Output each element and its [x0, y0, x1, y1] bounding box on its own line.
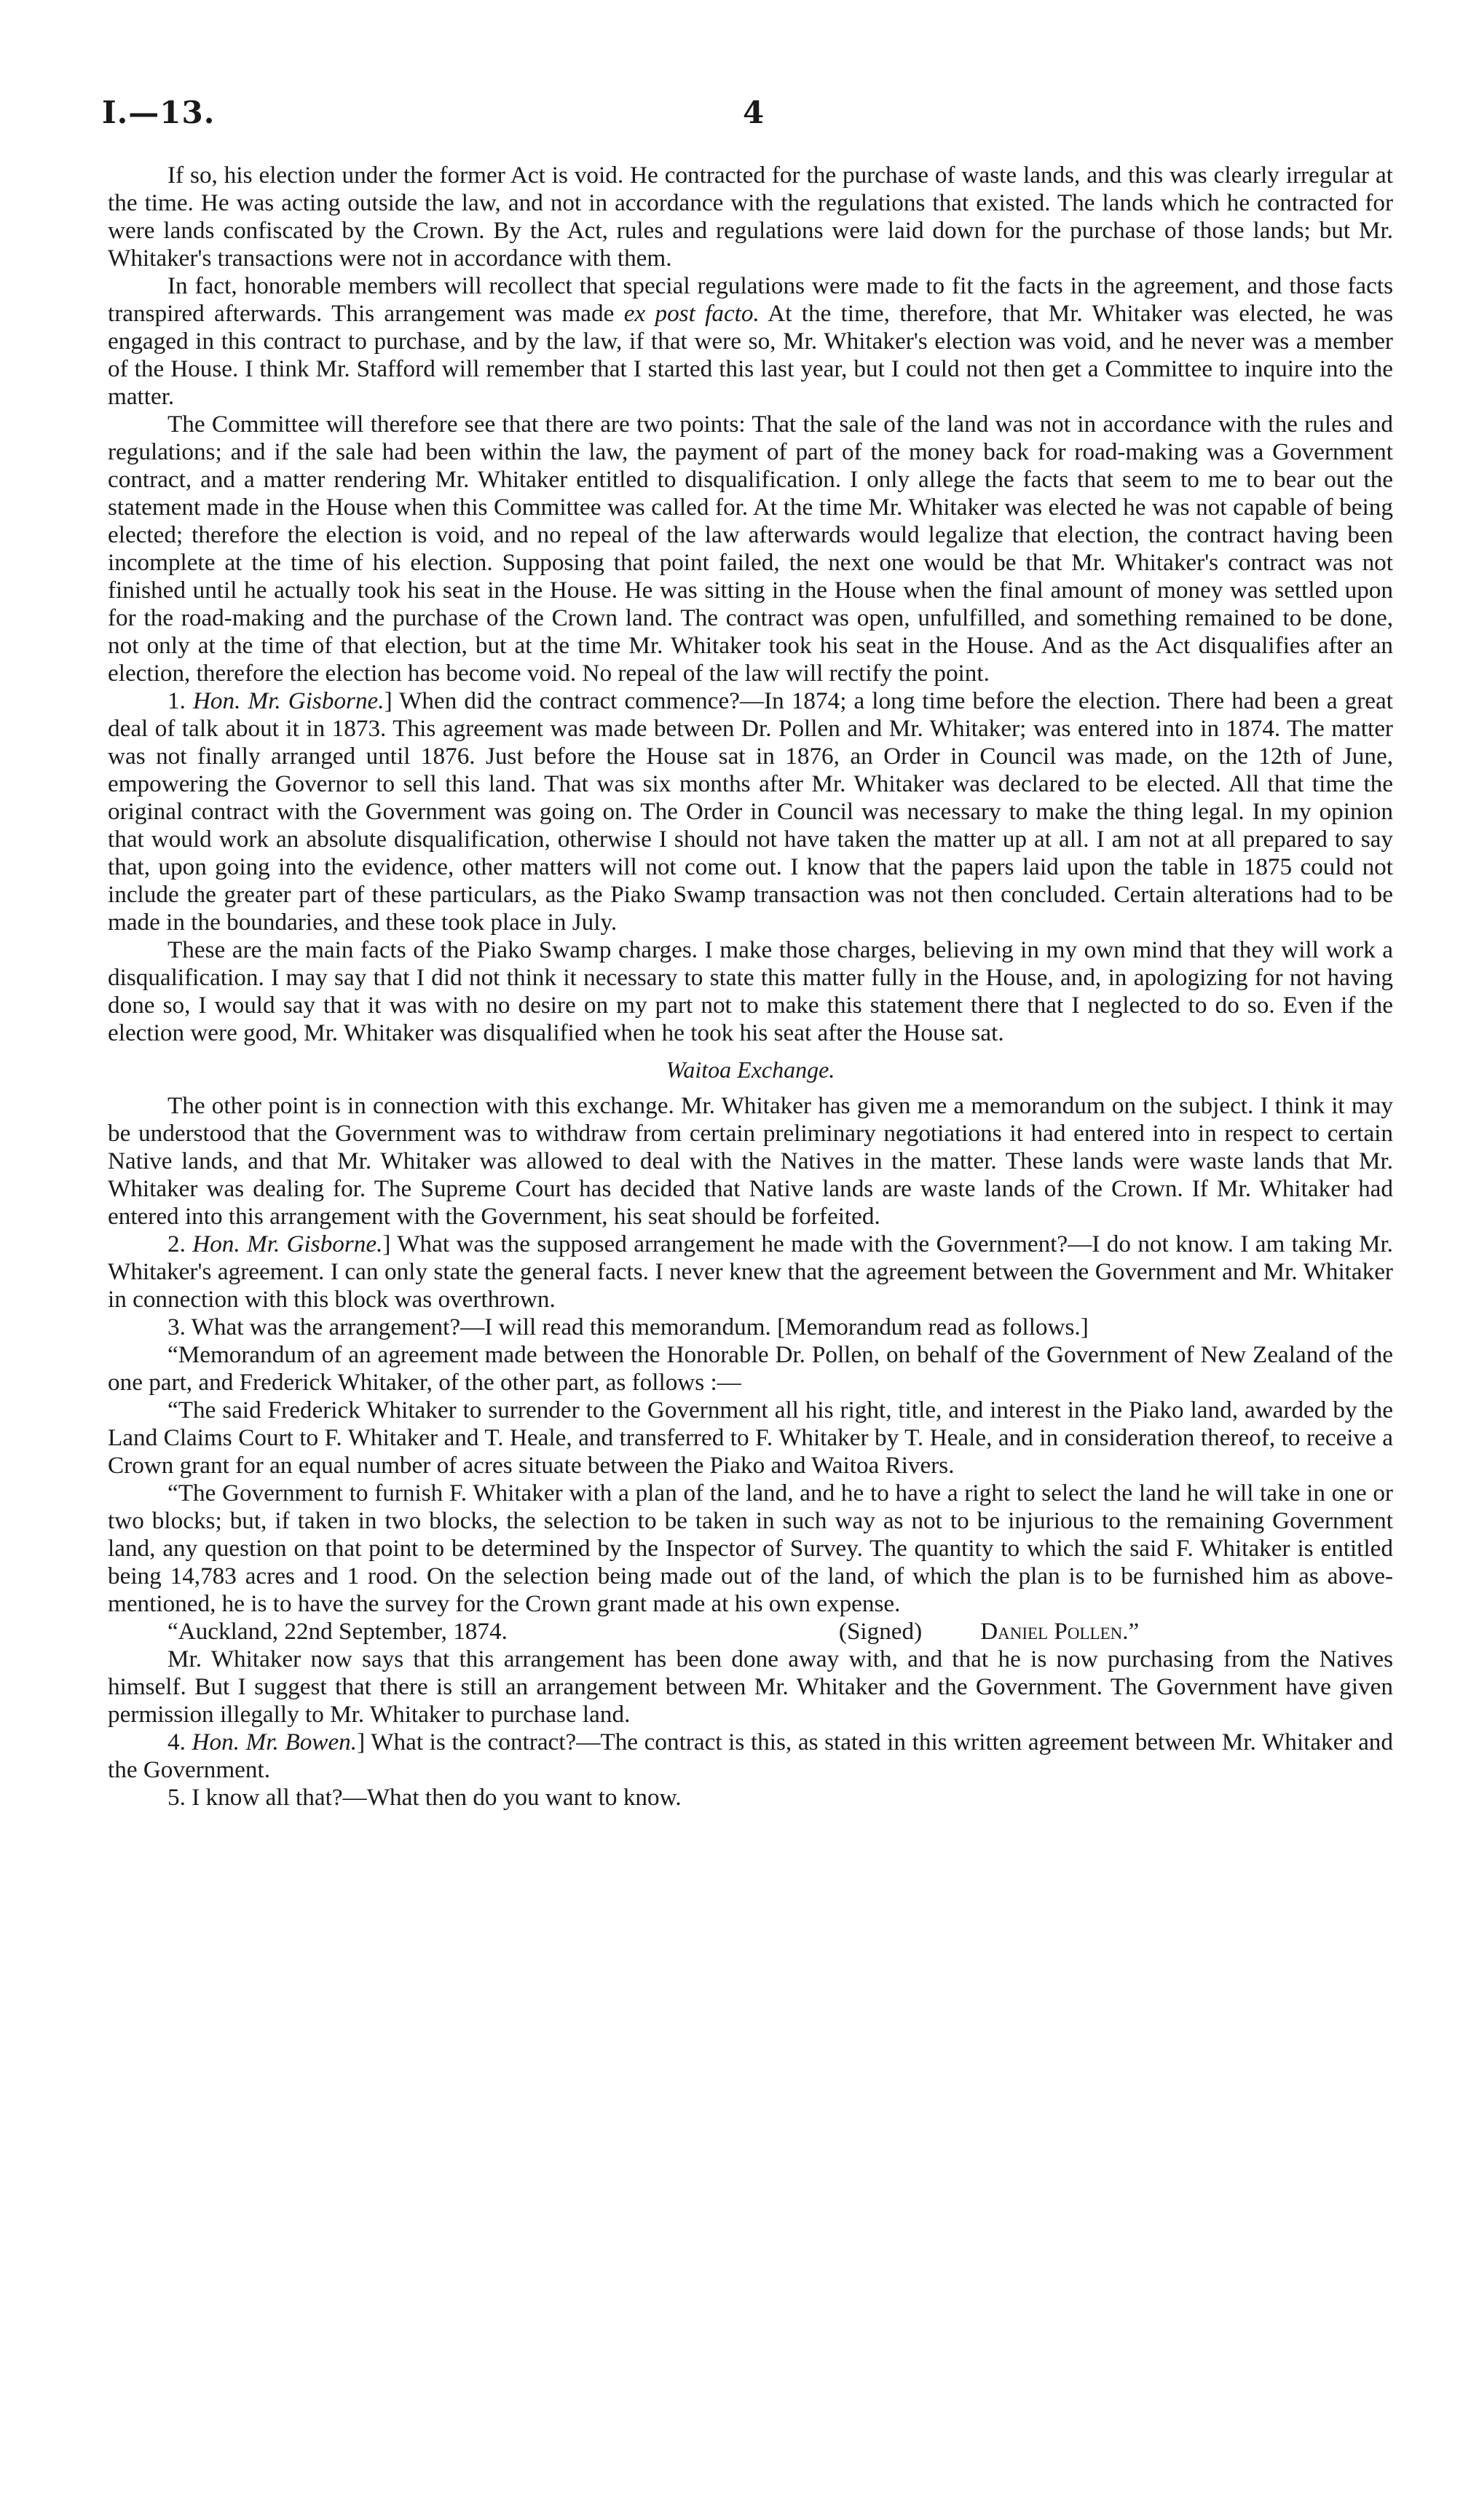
- question-4: [108, 1729, 1393, 1784]
- question-text: ] What was the supposed arrangement he made with the Government?—I do not know. I am taking Mr. Whitaker's agreement. I can only state the general facts. I never knew that the agreement between the Government and Mr. Whitaker in connection with this block was overthrown.: [108, 1231, 1393, 1313]
- italic-phrase: ex post facto.: [623, 300, 760, 327]
- question-2: [108, 1231, 1393, 1314]
- question-3: [108, 1314, 1393, 1341]
- question-number: 4.: [167, 1729, 186, 1755]
- question-text: ] When did the contract commence?—In 1874; a long time before the election. There had been a great deal of talk about it in 1873. This agreement was made between Dr. Pollen and Mr. Whitaker; was entered into in 1874. The matter was not finally arranged until 1876. Just before the House sat in 1876, an Order in Council was made, on the 12th of June, empowering the Governor to sell this land. That was six months after Mr. Whitaker was declared to be elected. All that time the original contract with the Government was going on. The Order in Council was necessary to make the thing legal. In my opinion that would work an absolute disqualification, otherwise I should not have taken the matter up at all. I am not at all prepared to say that, upon going into the evidence, other matters will not come out. I know that the papers laid upon the table in 1875 could not include the greater part of these particulars, as the Piako Swamp transaction was not then concluded. Certain alterations had to be made in the boundaries, and these took place in July.: [108, 687, 1393, 936]
- signed-label: (Signed): [838, 1618, 923, 1645]
- speaker: Hon. Mr. Gisborne.: [192, 687, 384, 714]
- question-text: What was the arrangement?—I will read this memorandum. [Memorandum read as follows.]: [191, 1314, 1089, 1340]
- paragraph: [108, 272, 1393, 411]
- question-number: 3.: [167, 1314, 186, 1340]
- memo-paragraph: “Memorandum of an agreement made between the Honorable Dr. Pollen, on behalf of the Government of New Zealand of the one part, and Frederick Whitaker, of the other part, as follows :—: [108, 1341, 1393, 1396]
- speaker: Hon. Mr. Gisborne.: [192, 1231, 383, 1257]
- paragraph-text: At the time, therefore, that Mr. Whitaker was elected, he was engaged in this contract to purchase, and by the law, if that were so, Mr. Whitaker's election was void, and he never was a member of the House. I think Mr. Stafford will remember that I started this last year, but I could not then get a Committee to inquire into the matter.: [108, 300, 1394, 410]
- page-header: [102, 95, 1405, 138]
- question-1: [108, 687, 1393, 936]
- memo-paragraph: “The Government to furnish F. Whitaker with a plan of the land, and he to have a right to select the land he will take in one or two blocks; but, if taken in two blocks, the selection to be taken in such way as not to be injurious to the remaining Government land, any question on that point to be determined by the Inspector of Survey. The quantity to which the said F. Whitaker is entitled being 14,783 acres and 1 rood. On the selection being made out of the land, of which the plan is to be furnished him as above-mentioned, he is to have the survey for the Crown grant made at his own expense.: [108, 1480, 1393, 1617]
- question-text: I know all that?—What then do you want to know.: [192, 1784, 682, 1811]
- question-number: 5.: [167, 1784, 186, 1811]
- paragraph: The Committee will therefore see that there are two points: That the sale of the land was not in accordance with the rules and regulations; and if the sale had been within the law, the payment of part of the money back for road-making was a Government contract, and a matter rendering Mr. Whitaker entitled to disqualification. I only allege the facts that seem to me to bear out the statement made in the House when this Committee was called for. At the time Mr. Whitaker was elected he was not capable of being elected; therefore the election is void, and no repeal of the law afterwards would legalize that election, the contract having been incomplete at the time of his election. Supposing that point failed, the next one would be that Mr. Whitaker's contract was not finished until he actually took his seat in the House. He was sitting in the House when the final amount of money was settled upon for the road-making and the purchase of the Crown land. The contract was open, unfulfilled, and something remained to be done, not only at the time of that election, but at the time Mr. Whitaker took his seat in the House. And as the Act disqualifies after an election, therefore the election has become void. No repeal of the law will rectify the point.: [108, 411, 1393, 687]
- speaker: Hon. Mr. Bowen.: [192, 1729, 358, 1755]
- paragraph: If so, his election under the former Act is void. He contracted for the purchase of waste lands, and this was clearly irregular at the time. He was acting outside the law, and not in accordance with the regulations that existed. The lands which he contracted for were lands confiscated by the Crown. By the Act, rules and regulations were laid down for the purchase of those lands; but Mr. Whitaker's transactions were not in accordance with them.: [108, 162, 1393, 272]
- page-number: 4: [743, 95, 765, 130]
- section-heading: Waitoa Exchange.: [666, 1056, 835, 1083]
- paragraph: The other point is in connection with this exchange. Mr. Whitaker has given me a memorandum on the subject. I think it may be understood that the Government was to withdraw from certain preliminary negotiations it had entered into in respect to certain Native lands, and that Mr. Whitaker was allowed to deal with the Natives in the matter. These lands were waste lands that Mr. Whitaker was dealing for. The Supreme Court has decided that Native lands are waste lands of the Crown. If Mr. Whitaker had entered into this arrangement with the Government, his seat should be forfeited.: [108, 1092, 1393, 1230]
- question-text: ] What is the contract?—The contract is this, as stated in this written agreement between Mr. Whitaker and the Government.: [108, 1729, 1393, 1783]
- question-number: 2.: [167, 1231, 186, 1257]
- question-number: 1.: [167, 687, 186, 714]
- paragraph-text: In fact, honorable members will recollect that special regulations were made to fit the facts in the agreement, and those facts transpired afterwards. This arrangement was made: [108, 272, 1393, 327]
- memo-paragraph: “The said Frederick Whitaker to surrender to the Government all his right, title, and interest in the Piako land, awarded by the Land Claims Court to F. Whitaker and T. Heale, and transferred to F. Whitaker by T. Heale, and in consideration thereof, to receive a Crown grant for an equal number of acres situate between the Piako and Waitoa Rivers.: [108, 1397, 1393, 1479]
- document-body: [108, 162, 1393, 1812]
- signer-name: Daniel Pollen.”: [980, 1618, 1140, 1645]
- paragraph: Mr. Whitaker now says that this arrangement has been done away with, and that he is now purchasing from the Natives himself. But I suggest that there is still an arrangement between Mr. Whitaker and the Government. The Government have given permission illegally to Mr. Whitaker to purchase land.: [108, 1646, 1393, 1728]
- document-reference: I.—13.: [102, 95, 216, 130]
- memo-date: “Auckland, 22nd September, 1874.: [167, 1618, 508, 1645]
- paragraph: These are the main facts of the Piako Swamp charges. I make those charges, believing in my own mind that they will work a disqualification. I may say that I did not think it necessary to state this matter fully in the House, and, in apologizing for not having done so, I would say that it was with no desire on my part not to make this statement there that I neglected to do so. Even if the election were good, Mr. Whitaker was disqualified when he took his seat after the House sat.: [108, 936, 1393, 1046]
- memo-signature: [108, 1618, 1393, 1646]
- question-5: [108, 1784, 1393, 1812]
